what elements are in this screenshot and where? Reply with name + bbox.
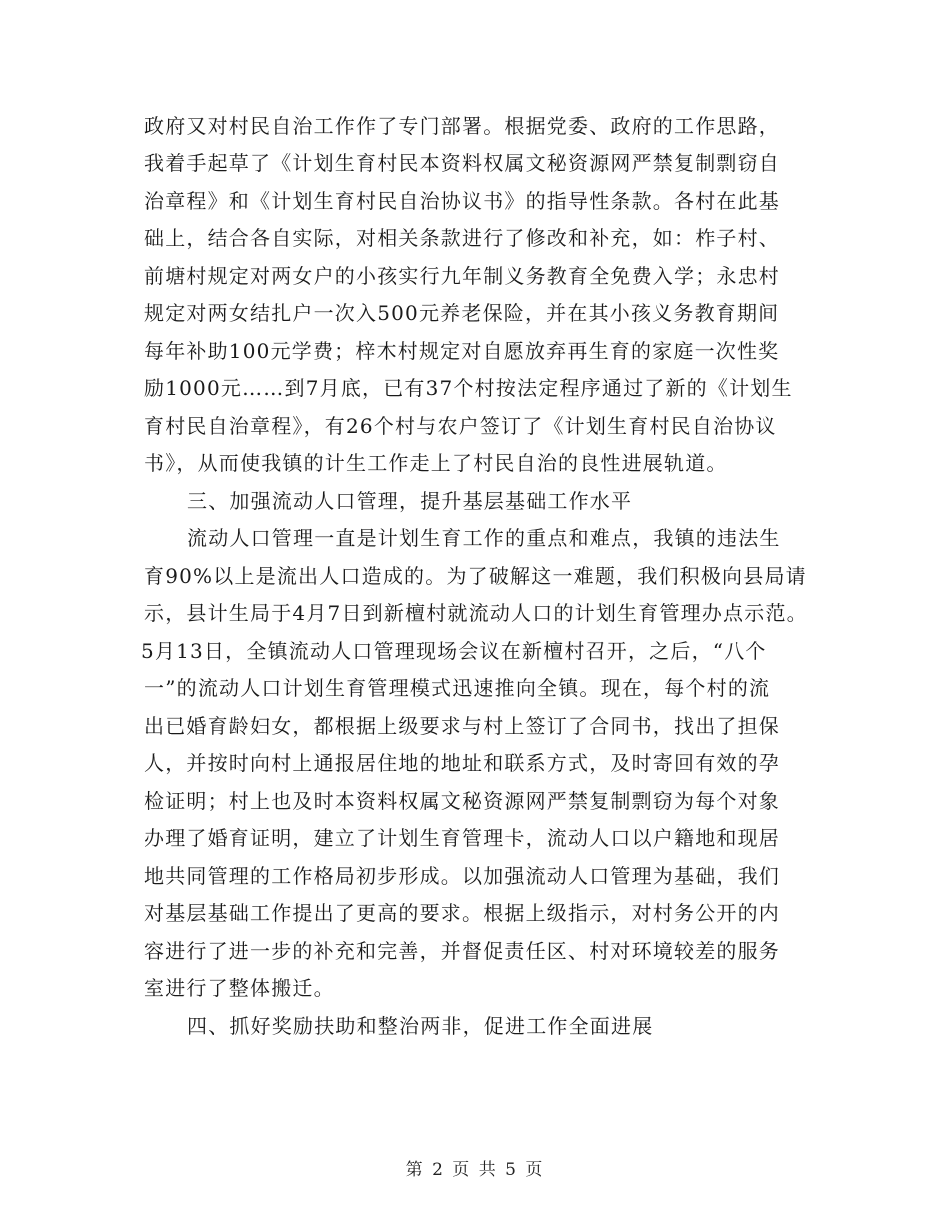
text-line: 础上，结合各自实际，对相关条款进行了修改和补充，如：柞子村、 <box>144 226 780 250</box>
text-line: 办理了婚育证明，建立了计划生育管理卡，流动人口以户籍地和现居 <box>144 826 780 850</box>
text-line: 规定对两女结扎户一次入500元养老保险，并在其小孩义务教育期间 <box>144 301 780 325</box>
text-line: 对基层基础工作提出了更高的要求。根据上级指示，对村务公开的内 <box>144 901 780 925</box>
section-heading: 四、抓好奖励扶助和整治两非，促进工作全面进展 <box>187 1014 654 1038</box>
text-line: 室进行了整体搬迁。 <box>144 976 335 1000</box>
text-line: 示，县计生局于4月7日到新檀村就流动人口的计划生育管理办点示范。 <box>144 601 808 625</box>
text-line: 治章程》和《计划生育村民自治协议书》的指导性条款。各村在此基 <box>144 189 780 213</box>
text-line: 检证明；村上也及时本资料权属文秘资源网严禁复制剽窃为每个对象 <box>144 789 780 813</box>
text-line: 人，并按时向村上通报居住地的地址和联系方式，及时寄回有效的孕 <box>144 751 780 775</box>
text-line: 地共同管理的工作格局初步形成。以加强流动人口管理为基础，我们 <box>144 864 780 888</box>
section-heading: 三、加强流动人口管理，提升基层基础工作水平 <box>187 489 633 513</box>
text-line: 育村民自治章程》，有26个村与农户签订了《计划生育村民自治协议 <box>144 414 777 438</box>
text-line: 我着手起草了《计划生育村民本资料权属文秘资源网严禁复制剽窃自 <box>144 151 780 175</box>
text-line: 每年补助100元学费；梓木村规定对自愿放弃再生育的家庭一次性奖 <box>144 339 780 363</box>
text-line: 政府又对村民自治工作作了专门部署。根据党委、政府的工作思路， <box>144 114 780 138</box>
text-line: 一”的流动人口计划生育管理模式迅速推向全镇。现在，每个村的流 <box>144 676 771 700</box>
text-line: 育90%以上是流出人口造成的。为了破解这一难题，我们积极向县局请 <box>144 564 807 588</box>
text-line: 前塘村规定对两女户的小孩实行九年制义务教育全免费入学；永忠村 <box>144 264 780 288</box>
text-line: 出已婚育龄妇女，都根据上级要求与村上签订了合同书，找出了担保 <box>144 714 780 738</box>
text-line: 书》，从而使我镇的计生工作走上了村民自治的良性进展轨道。 <box>144 451 728 475</box>
text-line: 励1000元……到7月底，已有37个村按法定程序通过了新的《计划生 <box>144 376 793 400</box>
text-line: 容进行了进一步的补充和完善，并督促责任区、村对环境较差的服务 <box>144 939 780 963</box>
text-line: 流动人口管理一直是计划生育工作的重点和难点，我镇的违法生 <box>187 526 781 550</box>
page-footer: 第 2 页 共 5 页 <box>405 1160 545 1180</box>
text-line: 5月13日，全镇流动人口管理现场会议在新檀村召开，之后，“八个 <box>141 639 767 663</box>
